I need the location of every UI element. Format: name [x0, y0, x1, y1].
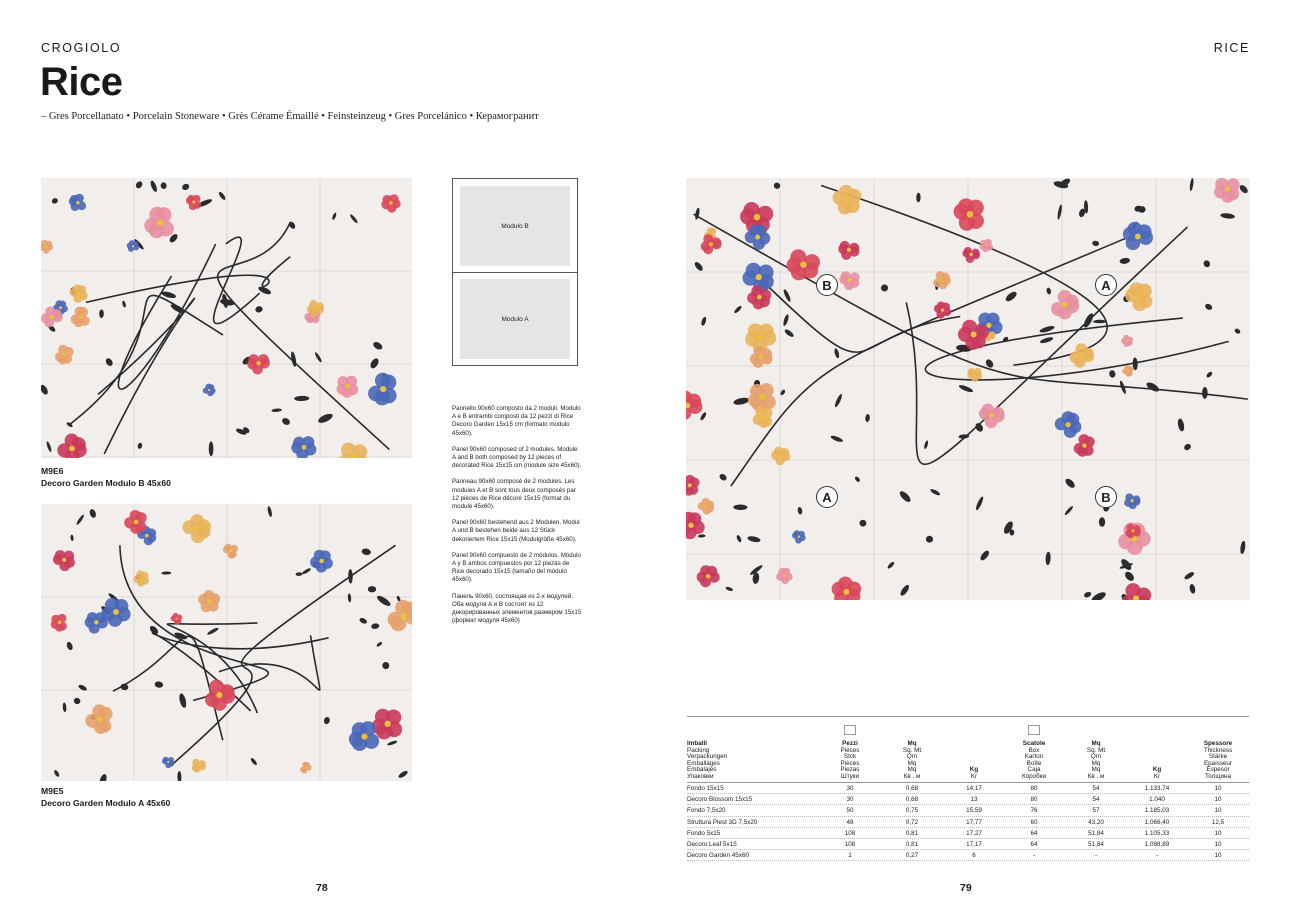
table-cell: 30 [846, 796, 854, 804]
header-label: Qm [1090, 753, 1102, 760]
page-subtitle: – Gres Porcellanato • Porcelain Stoneware • Grès Cérame Émaillé • Feinsteinzeug • Gres Porcelánico • Керамогранит [41, 111, 539, 122]
product-name: Decoro Garden Modulo B 45x60 [41, 478, 171, 488]
brand-name: CROGIOLO [41, 41, 122, 55]
packing-header-col [949, 767, 999, 780]
header-label: Kg [969, 766, 979, 773]
table-row [687, 850, 1249, 861]
scheme-module-b [460, 186, 570, 266]
packing-table [687, 716, 1249, 861]
header-label: Толщина [1204, 772, 1232, 780]
table-cell: 1.040 [1149, 796, 1165, 804]
product-code: M9E6 [41, 466, 64, 476]
table-cell: 1 [848, 852, 852, 860]
packing-header-col [887, 741, 937, 780]
table-cell: 0,75 [905, 807, 919, 815]
table-cell: 76 [1030, 807, 1038, 815]
header-label: Sq. Mt [902, 746, 922, 754]
module-marker: A [816, 486, 838, 508]
header-label: Mq [1091, 740, 1101, 747]
table-cell: 6 [972, 852, 976, 860]
table-cell: 64 [1030, 840, 1038, 848]
modulo-a-photo [41, 504, 412, 781]
table-cell: 54 [1092, 785, 1100, 792]
header-label: Kg [1152, 766, 1162, 773]
table-cell: 51,84 [1088, 840, 1104, 848]
scheme-divider [453, 272, 577, 273]
header-label: Pezzi [842, 740, 858, 747]
table-cell: 0,68 [905, 796, 919, 804]
header-label: Pièces [840, 759, 860, 767]
table-cell: 0,27 [905, 852, 919, 860]
header-label: Embalajes [687, 766, 717, 773]
table-cell: 43,20 [1088, 818, 1104, 826]
row-label: Decoro Garden 45x60 [687, 852, 749, 860]
header-label: Box [1028, 746, 1040, 754]
scheme-label: Modulo B [501, 222, 529, 230]
table-cell: 1.185,03 [1144, 807, 1170, 815]
packing-header-col [1009, 741, 1059, 780]
modulo-b-photo [41, 178, 412, 458]
row-label: Fondo 15x15 [687, 785, 724, 792]
table-cell: 10 [1214, 829, 1222, 837]
table-cell: 48 [846, 818, 854, 826]
header-label: Mq [907, 766, 917, 773]
piece-icon [844, 725, 856, 735]
header-label: Mq [1091, 766, 1101, 773]
table-cell: 10 [1214, 785, 1222, 792]
packing-header-col [1132, 767, 1182, 780]
table-cell: 57 [1092, 807, 1100, 815]
header-label: Caja [1027, 766, 1041, 773]
table-cell: 0,81 [905, 829, 919, 837]
table-cell: 80 [1030, 796, 1038, 804]
scheme-module-a [460, 279, 570, 359]
table-row [687, 783, 1249, 794]
header-label: Imballi [687, 740, 707, 747]
table-row [687, 839, 1249, 850]
row-label: Decoro Leaf 5x15 [687, 840, 737, 848]
table-row [687, 805, 1249, 816]
table-cell: 80 [1030, 785, 1038, 792]
header-label: Spessore [1203, 740, 1233, 747]
table-cell: 17,27 [966, 829, 982, 837]
header-label: Stck [843, 753, 857, 760]
series-name: RICE [1213, 41, 1250, 55]
header-label: Epaisseur [1203, 759, 1232, 767]
header-label: Karton [1024, 753, 1044, 760]
table-cell: 10 [1214, 796, 1222, 804]
header-label: Коробки [1021, 772, 1047, 780]
header-label: Emballages [687, 759, 720, 767]
table-row [687, 794, 1249, 805]
panel-photo [686, 178, 1250, 600]
table-cell: 108 [844, 840, 856, 848]
table-cell: - [1032, 852, 1036, 860]
page-title: Rice [40, 60, 123, 104]
header-label: Piezas [840, 766, 860, 773]
table-cell: 0,68 [905, 785, 919, 792]
table-cell: 30 [846, 785, 854, 792]
packing-header-col [687, 741, 727, 780]
table-cell: 0,72 [905, 818, 919, 826]
header-label: Штуки [840, 772, 860, 780]
header-label: Stärke [1208, 753, 1228, 760]
header-label: Verpackungen [687, 753, 728, 760]
table-row [687, 817, 1249, 828]
module-marker: B [1095, 486, 1117, 508]
header-label: Кв . м [1087, 772, 1105, 780]
header-label: Boîte [1026, 759, 1042, 767]
description-it: Pannello 90x60 composto da 2 moduli. Modulo A e B entrambi composti da 12 pezzi di Rice Decoro Garden 15x15 cm (formato modulo 45x60). [452, 405, 581, 437]
packing-header-col [1071, 741, 1121, 780]
table-cell: 54 [1092, 796, 1100, 804]
table-cell: 108 [844, 829, 856, 837]
table-cell: 10 [1214, 840, 1222, 848]
table-cell: 10 [1214, 807, 1222, 815]
header-label: Sq. Mt [1086, 746, 1106, 754]
header-label: Espesor [1206, 766, 1230, 773]
header-label: Qm [906, 753, 918, 760]
header-label: Mq [907, 740, 917, 747]
description-de: Panel 90x60 bestehend aus 2 Modulen. Modul A und B bestehen beide aus 12 Stück dekoriertem Rice 15x15 (Modulgröße 45x60). [452, 519, 580, 543]
module-scheme [452, 178, 578, 366]
table-cell: 17,77 [966, 818, 982, 826]
table-cell: 12,5 [1211, 818, 1225, 826]
table-cell: 51,84 [1088, 829, 1104, 837]
table-cell: 17,17 [966, 840, 982, 848]
description-ru: Панель 90x60, состоящая из 2-х модулей. Оба модуля A и B состоят из 12 декорированных элементов размером 15x15 (формат модуля 45x60) [452, 592, 582, 625]
header-label: Упаковки [687, 772, 714, 780]
header-label: Mq [1091, 759, 1101, 767]
product-description [452, 405, 582, 633]
module-marker: B [816, 274, 838, 296]
table-cell: 50 [846, 807, 854, 815]
row-label: Struttura Plest 3D 7,5x20 [687, 818, 758, 826]
table-cell: 15,59 [966, 807, 982, 815]
table-cell: 1.098,89 [1144, 840, 1170, 848]
packing-header-col [825, 741, 875, 780]
header-label: Scatole [1022, 740, 1046, 747]
description-es: Panel 90x60 compuesto de 2 módulos. Módulo A y B ambos compuestos por 12 piezas de Rice decorado 15x15 (tamaño del módulo 45x60). [452, 551, 581, 584]
table-cell: - [1094, 852, 1098, 860]
table-cell: 0,81 [905, 840, 919, 848]
table-cell: 1.133,74 [1144, 785, 1170, 792]
table-cell: 14,17 [966, 785, 982, 792]
product-code: M9E5 [41, 786, 64, 796]
table-cell: 13 [970, 796, 978, 804]
modulo-a-caption [41, 785, 170, 809]
row-label: Fondo 5x15 [687, 829, 721, 837]
header-label: Kr [970, 772, 978, 780]
box-icon [1028, 725, 1040, 735]
header-label: Pieces [840, 746, 860, 754]
page-number-left: 78 [316, 882, 328, 894]
header-label: Кв . м [903, 772, 921, 780]
module-marker: A [1095, 274, 1117, 296]
table-cell: 60 [1030, 818, 1038, 826]
description-en: Panel 90x60 composed of 2 modules. Module A and B both composed by 12 pieces of decorated Rice 15x15 cm (module size 45x60). [452, 445, 582, 470]
table-cell: - [1155, 852, 1159, 860]
table-cell: 64 [1030, 829, 1038, 837]
product-name: Decoro Garden Modulo A 45x60 [41, 798, 171, 808]
page-number-right: 79 [960, 882, 972, 894]
packing-header-col [1193, 741, 1243, 780]
header-label: Kr [1153, 772, 1161, 780]
table-row [687, 828, 1249, 839]
row-label: Fondo 7,5x20 [687, 807, 726, 815]
table-cell: 1.105,33 [1144, 829, 1170, 837]
header-label: Packing [687, 746, 710, 754]
table-cell: 1.066,40 [1144, 818, 1170, 826]
header-label: Mq [907, 759, 917, 767]
row-label: Decoro Blossom 15x15 [687, 796, 753, 804]
header-label: Thickness [1203, 746, 1233, 754]
modulo-b-caption [41, 465, 171, 489]
description-fr: Panneau 90x60 composé de 2 modules. Les modules A et B sont tous deux composés par 12 pièces de Rice décoré 15x15 (format du module 45x60). [452, 478, 576, 511]
packing-table-header [687, 717, 1249, 783]
scheme-label: Modulo A [501, 315, 529, 323]
table-cell: 10 [1214, 852, 1222, 860]
